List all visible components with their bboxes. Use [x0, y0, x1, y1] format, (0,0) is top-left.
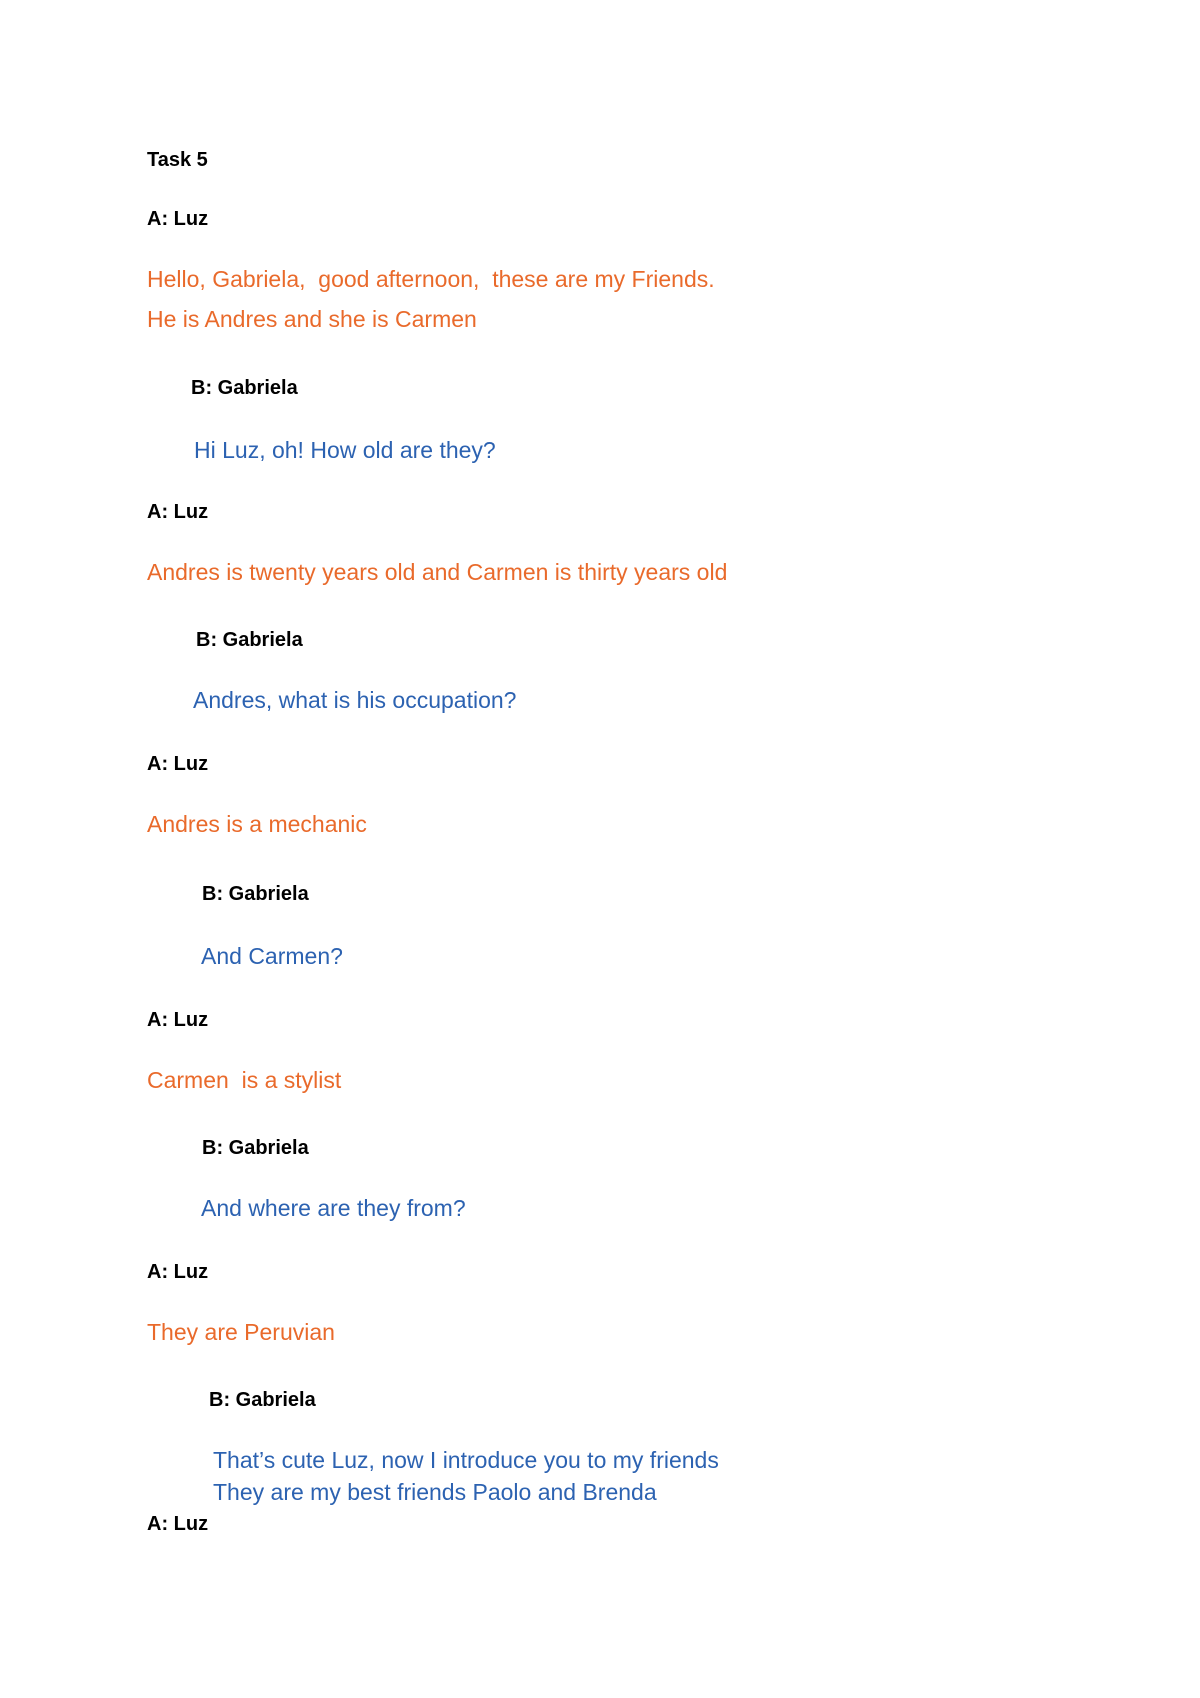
- speaker-label-a: A: Luz: [147, 501, 209, 523]
- utterance-line-b: They are my best friends Paolo and Brenda: [213, 1479, 657, 1505]
- speaker-label-b: B: Gabriela: [191, 377, 298, 399]
- utterance-line-a: Carmen is a stylist: [147, 1067, 342, 1093]
- utterance-line-a: Andres is twenty years old and Carmen is thirty years old: [147, 559, 728, 585]
- utterance-line-b: Hi Luz, oh! How old are they?: [194, 437, 496, 463]
- document-title: Task 5: [147, 149, 208, 171]
- utterance-line-b: And Carmen?: [201, 943, 343, 969]
- speaker-label-a: A: Luz: [147, 208, 209, 230]
- utterance-line-a: Andres is a mechanic: [147, 811, 367, 837]
- speaker-label-a: A: Luz: [147, 753, 209, 775]
- speaker-label-a: A: Luz: [147, 1261, 209, 1283]
- utterance-line-b: And where are they from?: [201, 1195, 466, 1221]
- speaker-label-a: A: Luz: [147, 1513, 209, 1535]
- speaker-label-b: B: Gabriela: [209, 1389, 316, 1411]
- utterance-line-a: Hello, Gabriela, good afternoon, these are my Friends.: [147, 266, 715, 292]
- utterance-line-a: They are Peruvian: [147, 1319, 335, 1345]
- speaker-label-b: B: Gabriela: [202, 1137, 309, 1159]
- utterance-line-b: That’s cute Luz, now I introduce you to my friends: [213, 1447, 719, 1473]
- speaker-label-a: A: Luz: [147, 1009, 209, 1031]
- utterance-line-b: Andres, what is his occupation?: [193, 687, 517, 713]
- speaker-label-b: B: Gabriela: [196, 629, 303, 651]
- speaker-label-b: B: Gabriela: [202, 883, 309, 905]
- utterance-line-a: He is Andres and she is Carmen: [147, 306, 477, 332]
